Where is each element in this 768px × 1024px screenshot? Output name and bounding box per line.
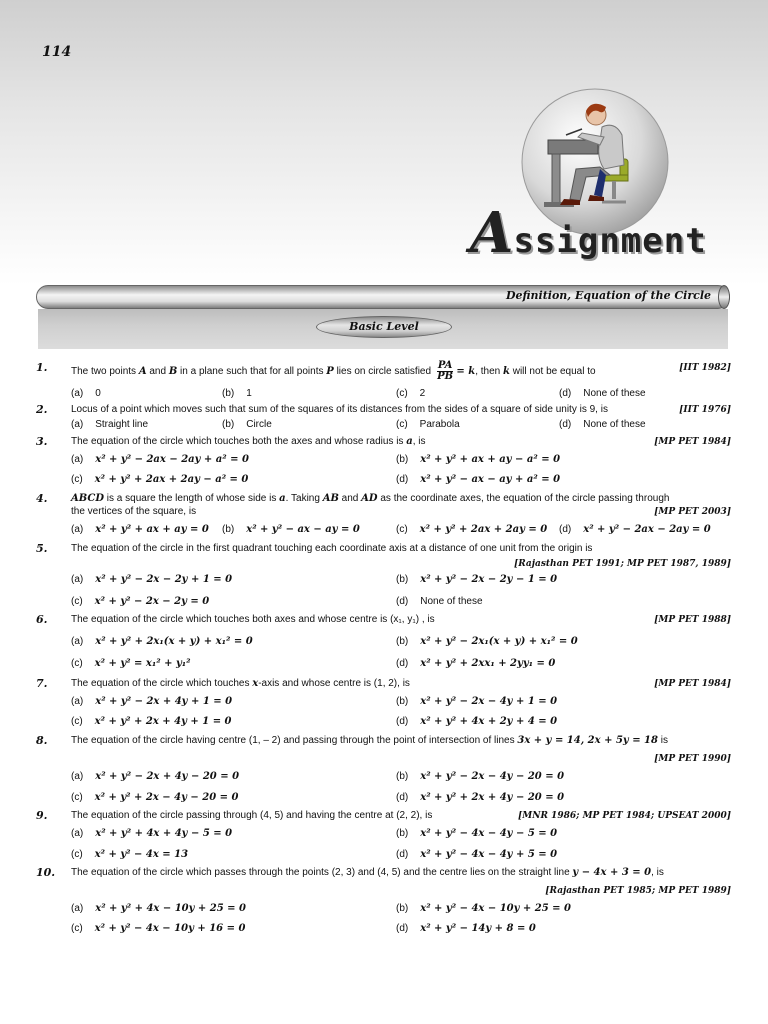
question-reference: [IIT 1982]	[679, 363, 731, 373]
option-a[interactable]: (a) x² + y² + 4x + 4y − 5 = 0	[71, 828, 233, 839]
option-b[interactable]: (b) x² + y² − 2x − 4y − 20 = 0	[396, 771, 565, 782]
question-4-line2	[0, 505, 768, 519]
question-7-options-row2	[0, 715, 768, 729]
question-8-options-row2	[0, 791, 768, 805]
question-reference: [MP PET 1990]	[654, 754, 731, 764]
question-5-ref-row	[0, 557, 768, 571]
question-text: The two points A and B in a plane such that for all points P lies on circle satisfied $\frac{PA}{PB}$ = k, then k will not be equal to	[71, 360, 596, 382]
option-a[interactable]: (a) x² + y² − 2x + 4y + 1 = 0	[71, 696, 233, 707]
option-c[interactable]: (c) x² + y² + 2ax + 2ay = 0	[396, 524, 548, 535]
question-number: 2.	[36, 403, 48, 416]
question-text: The equation of the circle in the first quadrant touching each coordinate axis at a distance of one unit from the origin is	[71, 543, 593, 554]
option-a[interactable]: (a) x² + y² + 2x₁(x + y) + x₁² = 0	[71, 636, 253, 647]
question-number: 1.	[36, 361, 48, 374]
option-a[interactable]: (a) Straight line	[71, 419, 149, 430]
option-c[interactable]: (c) x² + y² + 2x − 4y − 20 = 0	[71, 792, 239, 803]
question-8-ref-row	[0, 752, 768, 766]
option-b[interactable]: (b) x² + y² − 2x − 4y + 1 = 0	[396, 696, 558, 707]
option-c[interactable]: (c) Parabola	[396, 419, 460, 430]
question-text: The equation of the circle having centre (1, – 2) and passing through the point of intersection of lines 3x + y = 14, 2x + 5y = 18 is	[71, 735, 668, 746]
question-reference: [MP PET 1984]	[654, 437, 731, 447]
question-text: The equation of the circle which touches both the axes and whose radius is a, is	[71, 436, 426, 447]
option-c[interactable]: (c) x² + y² = x₁² + y₁²	[71, 658, 191, 669]
question-reference: [MNR 1986; MP PET 1984; UPSEAT 2000]	[518, 811, 731, 821]
question-number: 7.	[36, 677, 48, 690]
question-4	[0, 492, 768, 506]
question-number: 3.	[36, 435, 48, 448]
question-4-options	[0, 523, 768, 537]
option-a[interactable]: (a) x² + y² + 4x − 10y + 25 = 0	[71, 903, 246, 914]
option-d[interactable]: (d) x² + y² − 4x − 4y + 5 = 0	[396, 849, 558, 860]
question-text: ABCD is a square the length of whose side is a. Taking AB and AD as the coordinate axes, the equation of the circle passing through	[71, 493, 670, 504]
question-reference: [IIT 1976]	[679, 405, 731, 415]
option-d[interactable]: (d) x² + y² + 2xx₁ + 2yy₁ = 0	[396, 658, 556, 669]
option-b[interactable]: (b) x² + y² − 2x₁(x + y) + x₁² = 0	[396, 636, 578, 647]
question-8	[0, 734, 768, 748]
question-text: The equation of the circle passing through (4, 5) and having the centre at (2, 2), is	[71, 810, 433, 821]
question-3-options-row2	[0, 473, 768, 487]
assignment-heading-initial: A	[470, 200, 514, 266]
option-b[interactable]: (b) 1	[222, 388, 252, 399]
option-d[interactable]: (d) x² + y² − 2ax − 2ay = 0	[559, 524, 711, 535]
question-text: The equation of the circle which touches x-axis and whose centre is (1, 2), is	[71, 678, 410, 689]
question-6-options-row1	[0, 635, 768, 649]
option-d[interactable]: (d) None of these	[559, 419, 646, 430]
question-10-options-row2	[0, 922, 768, 936]
option-d[interactable]: (d) x² + y² − ax − ay + a² = 0	[396, 474, 561, 485]
question-reference: [Rajasthan PET 1985; MP PET 1989]	[545, 886, 731, 896]
option-b[interactable]: (b) x² + y² − 4x − 4y − 5 = 0	[396, 828, 558, 839]
option-d[interactable]: (d) None of these	[559, 388, 646, 399]
option-a[interactable]: (a) x² + y² − 2ax − 2ay + a² = 0	[71, 454, 249, 465]
option-b[interactable]: (b) x² + y² + ax + ay − a² = 0	[396, 454, 561, 465]
section-title: Definition, Equation of the Circle	[506, 289, 711, 302]
option-c[interactable]: (c) x² + y² + 2ax + 2ay − a² = 0	[71, 474, 249, 485]
option-a[interactable]: (a) 0	[71, 388, 101, 399]
question-5-options-row2	[0, 595, 768, 609]
level-badge: Basic Level	[316, 316, 452, 338]
question-reference: [MP PET 1984]	[654, 679, 731, 689]
question-number: 9.	[36, 809, 48, 822]
question-2-options	[0, 418, 768, 432]
option-d[interactable]: (d) None of these	[396, 596, 483, 607]
question-number: 4.	[36, 492, 48, 505]
question-text: The equation of the circle which touches both axes and whose centre is (x₁, y₁) , is	[71, 614, 435, 625]
option-b[interactable]: (b) x² + y² − 2x − 2y − 1 = 0	[396, 574, 558, 585]
option-c[interactable]: (c) x² + y² + 2x + 4y + 1 = 0	[71, 716, 232, 727]
question-8-options-row1	[0, 770, 768, 784]
question-number: 8.	[36, 734, 48, 747]
option-d[interactable]: (d) x² + y² − 14y + 8 = 0	[396, 923, 536, 934]
option-c[interactable]: (c) 2	[396, 388, 426, 399]
question-7	[0, 677, 768, 691]
question-10-ref-row	[0, 884, 768, 898]
question-5-options-row1	[0, 573, 768, 587]
assignment-heading-rest: ssignment	[513, 221, 707, 261]
question-3	[0, 435, 768, 449]
option-d[interactable]: (d) x² + y² + 2x + 4y − 20 = 0	[396, 792, 565, 803]
question-text: The equation of the circle which passes through the points (2, 3) and (4, 5) and the centre lies on the straight line y − 4x + 3 = 0, is	[71, 867, 664, 878]
option-c[interactable]: (c) x² + y² − 4x − 10y + 16 = 0	[71, 923, 246, 934]
option-b[interactable]: (b) x² + y² − ax − ay = 0	[222, 524, 360, 535]
question-reference: [MP PET 2003]	[654, 507, 731, 517]
question-1	[0, 360, 768, 382]
question-7-options-row1	[0, 695, 768, 709]
question-number: 5.	[36, 542, 48, 555]
question-6-options-row2	[0, 657, 768, 671]
option-a[interactable]: (a) x² + y² + ax + ay = 0	[71, 524, 209, 535]
question-text: Locus of a point which moves such that sum of the squares of its distances from the sides of a square of side unity is 9, is	[71, 404, 608, 415]
option-a[interactable]: (a) x² + y² − 2x + 4y − 20 = 0	[71, 771, 240, 782]
question-3-options-row1	[0, 453, 768, 467]
question-6	[0, 613, 768, 627]
option-c[interactable]: (c) x² + y² − 4x = 13	[71, 849, 189, 860]
question-5	[0, 542, 768, 556]
question-2	[0, 403, 768, 417]
question-10	[0, 866, 768, 880]
page-number: 114	[42, 44, 72, 60]
question-reference: [Rajasthan PET 1991; MP PET 1987, 1989]	[513, 559, 731, 569]
question-text-continued: the vertices of the square, is	[71, 506, 197, 517]
question-1-options	[0, 387, 768, 401]
question-reference: [MP PET 1988]	[654, 615, 731, 625]
question-9	[0, 809, 768, 823]
question-number: 10.	[36, 866, 56, 879]
question-10-options-row1	[0, 902, 768, 916]
question-9-options-row1	[0, 827, 768, 841]
option-b[interactable]: (b) Circle	[222, 419, 272, 430]
question-number: 6.	[36, 613, 48, 626]
option-c[interactable]: (c) x² + y² − 2x − 2y = 0	[71, 596, 210, 607]
option-b[interactable]: (b) x² + y² − 4x − 10y + 25 = 0	[396, 903, 571, 914]
option-d[interactable]: (d) x² + y² + 4x + 2y + 4 = 0	[396, 716, 558, 727]
question-9-options-row2	[0, 848, 768, 862]
option-a[interactable]: (a) x² + y² − 2x − 2y + 1 = 0	[71, 574, 233, 585]
fraction-pa-pb: $\frac{PA}{PB}$	[437, 360, 454, 382]
